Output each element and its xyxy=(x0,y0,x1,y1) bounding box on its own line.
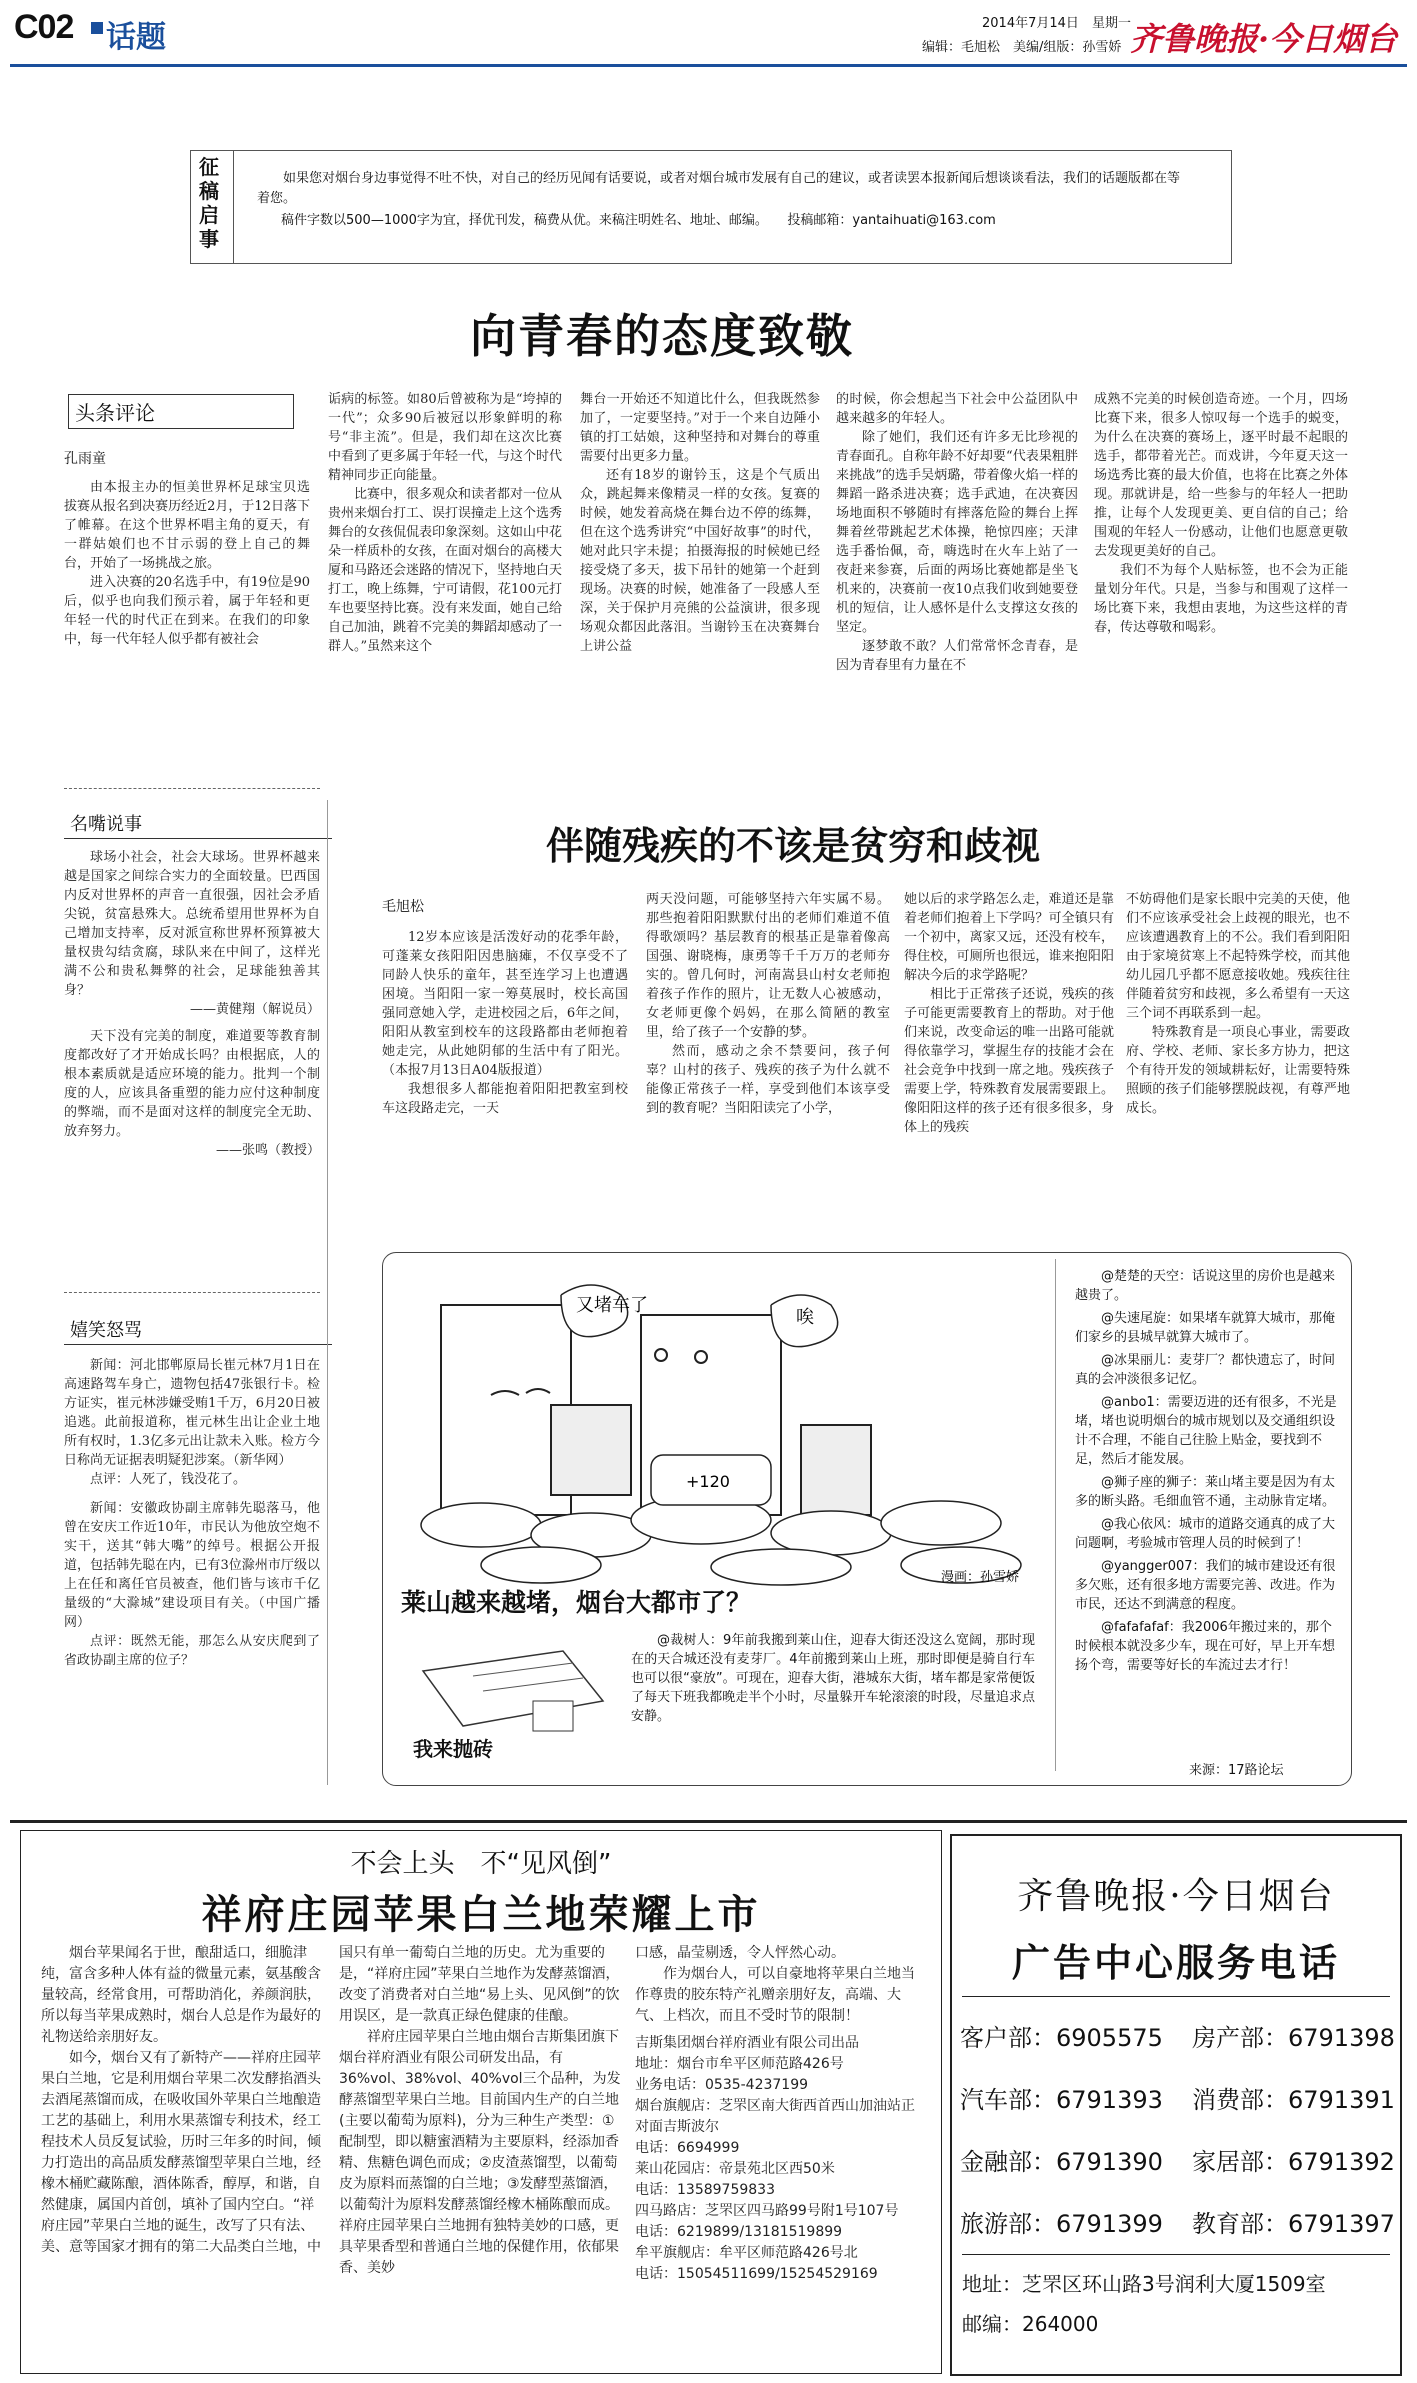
paragraph: 诟病的标签。如80后曾被称为是“垮掉的一代”；众多90后被冠以形象鲜明的称号“非主流”。但是，我们却在这次比赛中看到了更多属于年轻一代，与这个时代精神同步正向能量。 xyxy=(328,392,563,483)
forum-intro: @裁树人：9年前我搬到莱山住，迎春大街还没这么宽阔，那时现在的天合城还没有麦芽厂。4年前搬到莱山上班，那时即便是骑自行车也可以很“豪放”。可现在，迎春大街，港城东大街，堵车都是家常便饭了每天下班我都晚走半个小时，尽量躲开车轮滚滚的时段，尽量追求点安静。 xyxy=(631,1633,1035,1724)
forum-title: 莱山越来越堵，烟台大都市了？ xyxy=(401,1588,752,1617)
paragraph: 舞台一开始还不知道比什么，但我既然参加了，一定要坚持。”对于一个来自边陲小镇的打工姑娘，这种坚持和对舞台的尊重需要付出更多力量。 xyxy=(580,392,820,464)
contact-line: 烟台旗舰店：芝罘区南大街西首西山加油站正对面吉斯波尔 xyxy=(635,2098,915,2135)
paragraph: 还有18岁的谢钤玉，这是个气质出众，跳起舞来像精灵一样的女孩。复赛的时候，她发着高烧在舞台边不停的练舞，但在这个选秀讲究“中国好故事”的时代，她对此只字未提；拍摄海报的时候她已经接受烧了多天，拔下吊针的她第一个赶到现场。决赛的时候，她准备了一段感人至深，关于保护月亮熊的公益演讲，很多现场观众都因此落泪。当谢钤玉在决赛舞台上讲公益 xyxy=(580,468,820,654)
ad-service-postcode: 邮编：264000 xyxy=(962,2312,1099,2336)
ad-rule xyxy=(10,1820,1407,1823)
ad-service-address: 地址：芝罘区环山路3号润利大厦1509室 xyxy=(962,2272,1326,2296)
article1-col3 xyxy=(580,390,820,656)
sidebar-vertical-rule xyxy=(327,800,328,1785)
comment-item: @yangger007：我们的城市建设还有很多欠账，还有很多地方需要完善、改进。作为市民，还达不到满意的程度。 xyxy=(1075,1559,1336,1612)
article1-col2 xyxy=(328,390,562,656)
contact-line: 四马路店：芝罘区四马路99号附1号107号 xyxy=(635,2203,899,2219)
ad-service-box xyxy=(950,1834,1402,2376)
notice-box xyxy=(190,150,1232,264)
article2-col2 xyxy=(646,890,890,1118)
phone-right: 家居部：6791392 xyxy=(1192,2148,1395,2176)
phone-right: 消费部：6791391 xyxy=(1192,2086,1395,2114)
page-header xyxy=(0,0,1417,70)
header-editors: 编辑：毛旭松 美编/组版：孙雪娇 xyxy=(922,40,1122,55)
comment: 点评：人死了，钱没花了。 xyxy=(90,1472,247,1487)
cartoon-credit: 漫画：孙雪娇 xyxy=(941,1570,1020,1585)
paragraph: 球场小社会，社会大球场。世界杯越来越是国家之间综合实力的全面较量。巴西国内反对世界杯的声音一直很强，因社会矛盾尖锐，贫富悬殊大。总统希望用世界杯为自己增加支持率，反对派宣称世界杯预算被大量权贵勾结贪腐，球队来在中间了，这样光满不公和贵私舞弊的社会，足球能独善其身？ xyxy=(64,850,320,998)
ad-service-title: 齐鲁晚报·今日烟台 xyxy=(1017,1876,1335,1917)
paragraph: 相比于正常孩子还说，残疾的孩子可能更需要教育上的帮助。对于他们来说，改变命运的唯一出路可能就得依靠学习，掌握生存的技能才会在社会竞争中找到一席之地。残疾孩子需要上学，特殊教育发展需要跟上。像阳阳这样的孩子还有很多很多，身体上的残疾 xyxy=(904,987,1114,1135)
contact-line: 业务电话：0535-4237199 xyxy=(635,2077,809,2093)
comment-item: @狮子座的狮子：莱山堵主要是因为有太多的断头路。毛细血管不通，主动脉肯定堵。 xyxy=(1075,1475,1336,1509)
notice-label: 征稿启事 xyxy=(199,155,219,251)
paragraph: 进入决赛的20名选手中，有19位是90后，似乎也向我们预示着，属于年轻和更年轻一代的时代正在到来。在我们的印象中，每一代年轻人似乎都有被社会 xyxy=(64,575,310,647)
paragraph: 烟台苹果闻名于世，酿甜适口，细脆津纯，富含多种人体有益的微量元素，氨基酸含量较高，经常食用，可帮助消化，养颜润肤，所以每当苹果成熟时，烟台人总是作为最好的礼物送给亲朋好友。 xyxy=(41,1945,321,2045)
ad-headline: 祥府庄园苹果白兰地荣耀上市 xyxy=(201,1891,761,1938)
header-rule xyxy=(10,64,1407,67)
cartoon-divider xyxy=(1055,1259,1056,1771)
paragraph: 祥府庄园苹果白兰地由烟台吉斯集团旗下烟台祥府酒业有限公司研发出品，有36%vol、38%vol、40%vol三个品种，为发酵蒸馏型苹果白兰地。目前国内生产的白兰地(主要以葡萄为原料)，分为三种生产类型：①配制型，即以糖蜜酒精为主要原料，经添加香精、焦糖色调色而成；②皮渣蒸馏型，以葡萄皮为原料而蒸馏的白兰地；③发酵型蒸馏酒，以葡萄汁为原料发酵蒸馏经橡木桶陈酿而成。祥府庄园苹果白兰地拥有独特美妙的口感，更具苹果香型和普通白兰地的保健作用，依郁果香、美妙 xyxy=(339,2029,621,2276)
car xyxy=(421,1503,541,1547)
contact-line: 电话：6219899/13181519899 xyxy=(635,2224,843,2240)
car xyxy=(711,1549,851,1585)
phone-row xyxy=(960,2204,1400,2239)
car xyxy=(881,1501,1001,1545)
building-far xyxy=(801,1425,871,1515)
article2-col1 xyxy=(382,928,628,1118)
ad-service-subtitle: 广告中心服务电话 xyxy=(1011,1941,1340,1985)
signature: ——张鸣（教授） xyxy=(215,1143,320,1158)
signature: ——黄健翔（解说员） xyxy=(189,1002,320,1017)
phone-left: 旅游部：6791399 xyxy=(960,2210,1163,2238)
company-name: 吉斯集团烟台祥府酒业有限公司出品 xyxy=(635,2035,859,2051)
notice-text: 如果您对烟台身边事觉得不吐不快，对自己的经历见闻有话要说，或者对烟台城市发展有自己的建议，或者读罢本报新闻后想谈谈看法，我们的话题版都在等着您。 xyxy=(257,171,1181,206)
article1-author: 孔雨童 xyxy=(64,451,106,467)
comments-list xyxy=(1075,1267,1337,1679)
header-weekday: 星期一 xyxy=(1092,16,1132,31)
header-date: 2014年7月14日 xyxy=(982,16,1079,31)
comment-item: @fafafafaf：我2006年搬过来的，那个时候根本就没多少车，现在可好，早上开车想扬个弯，需要等好长的车流过去才行！ xyxy=(1075,1620,1336,1673)
article1-col5 xyxy=(1094,390,1348,637)
comment-item: @失速尾旋：如果堵车就算大城市，那俺们家乡的县城早就算大城市了。 xyxy=(1075,1311,1336,1345)
paragraph: 的时候，你会想起当下社会中公益团队中越来越多的年轻人。 xyxy=(836,392,1078,426)
comment-item: @冰果丽儿：麦芽厂？都快遗忘了，时间真的会冲淡很多记忆。 xyxy=(1075,1353,1336,1387)
ambulance-label: +120 xyxy=(686,1472,730,1491)
article2-author: 毛旭松 xyxy=(382,899,424,915)
sidebar-divider xyxy=(64,788,320,789)
phone-right: 教育部：6791397 xyxy=(1192,2210,1395,2238)
paragraph: 逐梦敢不敢？人们常常怀念青春，是因为青春里有力量在不 xyxy=(836,639,1078,673)
paragraph: 特殊教育是一项良心事业，需要政府、学校、老师、家长多方协力，把这个有待开发的领域耕耘好，让需要特殊照顾的孩子们能够摆脱歧视，有尊严地成长。 xyxy=(1126,1025,1350,1116)
ad-col1 xyxy=(41,1943,323,2258)
sidebar-divider xyxy=(64,1292,320,1293)
paragraph: 她以后的求学路怎么走，难道还是靠着老师们抱着上下学吗？可全镇只有一个初中，离家又远，还没有校车，得住校，可厕所也很远，谁来抱阳阳解决今后的求学路呢？ xyxy=(904,892,1114,983)
paragraph: 比赛中，很多观众和读者都对一位从贵州来烟台打工、误打误撞走上这个选秀舞台的女孩侃侃表印象深刻。这如山中花朵一样质朴的女孩，在面对烟台的高楼大厦和马路还会迷路的情况下，坚持地白天打工，晚上练舞，宁可请假，花100元打车也要坚持比赛。没有来发面，她自己给自己加油，跳着不完美的舞蹈却感动了一群人。”虽然来这个 xyxy=(328,487,563,654)
phone-row xyxy=(960,2018,1400,2053)
car xyxy=(481,1547,601,1583)
paragraph: 然而，感动之余不禁要问，孩子何辜？山村的孩子、残疾的孩子为什么就不能像正常孩子一样，享受到他们本该享受到的教育呢？当阳阳读完了小学， xyxy=(646,1044,890,1116)
paragraph: 作为烟台人，可以自豪地将苹果白兰地当作尊贵的胶东特产礼赠亲朋好友，高端、大气、上档次，而且不受时节的限制！ xyxy=(635,1966,915,2024)
paragraph: 两天没问题，可能够坚持六年实属不易。那些抱着阳阳默默付出的老师们难道不值得歌颂吗？基层教育的根基正是靠着像高国强、谢晓梅，康勇等千千万万的老师夯实的。曾几何时，河南嵩县山村女老师抱着孩子作作的照片，让无数人心被感动，女老师更像个妈妈，在那么简陋的教室里，给了孩子一个安静的梦。 xyxy=(646,892,890,1040)
paragraph: 新闻：河北邯郸原局长崔元林7月1日在高速路驾车身亡，遗物包括47张银行卡。检方证实，崔元林涉嫌受贿1千万，6月20日被追逃。此前报道称，崔元林生出让企业土地所有权时，1.3亿多元出让款未入账。检方今日称尚无证据表明疑犯涉案。（新华网） xyxy=(64,1358,320,1468)
paragraph: 不妨碍他们是家长眼中完美的天使，他们不应该承受社会上歧视的眼光，也不应该遭遇教育上的不公。我们看到阳阳由于家境贫寒上不起特殊学校，而其他幼儿园几乎都不愿意接收她。残疾往往伴随着贫穷和歧视，多么希望有一天这三个词不再联系到一起。 xyxy=(1126,892,1350,1021)
bubble-text-right: 唉 xyxy=(796,1307,814,1328)
page-number: C02 xyxy=(14,8,74,46)
phone-row xyxy=(960,2142,1400,2177)
paragraph: 新闻：安徽政协副主席韩先聪落马，他曾在安庆工作近10年，市民认为他放空炮不实干，送其“韩大嘴”的绰号。根据公开报道，包括韩先聪在内，已有3位滁州市厅级以上在任和离任官员被查，他们皆与该市千亿量级的“大滁城”建设项目有关。（中国广播网） xyxy=(64,1501,320,1630)
paragraph: 如今，烟台又有了新特产——祥府庄园苹果白兰地，它是利用烟台苹果二次发酵掐酒头去酒尾蒸馏而成，在吸收国外苹果白兰地酿造工艺的基础上，利用水果蒸馏专利技术，经工程技术人员反复试验，历时三年多的时间，倾力打造出的高品质发酵蒸馏型苹果白兰地，经橡木桶贮藏陈酿，酒体陈香，醇厚，和谐，自然健康，属国内首创，填补了国内空白。“祥府庄园”苹果白兰地的诞生，改写了只有法、美、意等国家才拥有的第二大品类白兰地，中 xyxy=(41,2050,321,2255)
xixiao-text xyxy=(64,1356,320,1670)
paragraph: 由本报主办的恒美世界杯足球宝贝选拔赛从报名到决赛历经近2月，于12日落下了帷幕。在这个世界杯唱主角的夏天，有一群姑娘们也不甘示弱的登上自己的舞台，开始了一场挑战之旅。 xyxy=(64,480,310,571)
traffic-cartoon xyxy=(401,1265,1037,1587)
ad-col2 xyxy=(339,1943,621,2279)
article2-col3 xyxy=(904,890,1114,1137)
notice-divider xyxy=(233,151,234,263)
contact-line: 地址：烟台市牟平区师范路426号 xyxy=(635,2056,844,2072)
paragraph: 我们不为每个人贴标签，也不会为正能量划分年代。只是，当参与和围观了这样一场比赛下来，我想由衷地，为这些这样的青春，传达尊敬和喝彩。 xyxy=(1094,563,1348,635)
xixiao-label: 嬉笑怒骂 xyxy=(64,1314,332,1345)
headline-comment-label: 头条评论 xyxy=(68,394,294,429)
bubble-text-left: 又堵车了 xyxy=(576,1295,648,1316)
phone-right: 房产部：6791398 xyxy=(1192,2024,1395,2052)
contact-line: 电话：15054511699/15254529169 xyxy=(635,2266,878,2282)
comment-item: @楚楚的天空：话说这里的房价也是越来越贵了。 xyxy=(1075,1269,1336,1303)
phone-row xyxy=(960,2080,1400,2115)
paragraph: 12岁本应该是活泼好动的花季年龄，可蓬莱女孩阳阳因患脑瘫，不仅享受不了同龄人快乐的童年，甚至连学习上也遭遇困境。当阳阳一家一筹莫展时，校长高国强同意她入学，走进校园之后，6年之间，阳阳从教室到校车的这段路都由老师抱着她走完，从此她阴郁的生活中有了阳光。（本报7月13日A04版报道） xyxy=(382,930,628,1078)
ad-service-rule xyxy=(962,1996,1390,1997)
contact-line: 电话：6694999 xyxy=(635,2140,740,2156)
paragraph: 国只有单一葡萄白兰地的历史。尤为重要的是，“祥府庄园”苹果白兰地作为发酵蒸馏酒，改变了消费者对白兰地“易上头、见风倒”的饮用误区，是一款真正绿色健康的佳酿。 xyxy=(339,1945,620,2024)
brandy-ad xyxy=(20,1830,942,2374)
contact-line: 电话：13589759833 xyxy=(635,2182,775,2198)
comment-item: @我心依风：城市的道路交通真的成了大问题啊，考验城市管理人员的时候到了！ xyxy=(1075,1517,1336,1551)
forum-box xyxy=(382,1252,1352,1786)
paragraph: 除了她们，我们还有许多无比珍视的青春面孔。自称年龄不好却要“代表果粗胖来挑战”的选手吴炳璐，带着像火焰一样的舞蹈一路杀进决赛；选手武迪，在决赛因场地面积不够随时有摔落危险的舞台上挥舞着丝带跳起艺术体操，艳惊四座；天津选手番怡佩，奇，嗨选时在火车上站了一夜赶来参赛，后面的两场比赛她都是坐飞机来的，决赛前一夜10点我们收到她要登机的短信，让人感怀是什么支撑这女孩的坚定。 xyxy=(836,430,1078,635)
paragraph: 我想很多人都能抱着阳阳把教室到校车这段路走完，一天 xyxy=(382,1082,628,1116)
section-title: 话题 xyxy=(106,20,166,55)
paragraph: 口感，晶莹剔透，令人怦然心动。 xyxy=(635,1945,845,1961)
brick-label: 我来抛砖 xyxy=(413,1737,493,1761)
ad-service-rule xyxy=(962,2254,1390,2255)
article1-title: 向青春的态度致敬 xyxy=(470,309,854,363)
comment: 点评：既然无能，那怎么从安庆爬到了省政协副主席的位子？ xyxy=(64,1634,320,1668)
mingzui-label: 名嘴说事 xyxy=(64,808,332,839)
notice-submission: 稿件字数以500—1000字为宜，择优刊发，稿费从优。来稿注明姓名、地址、邮编。 投稿邮箱：yantaihuati@163.com xyxy=(281,213,996,228)
contact-line: 莱山花园店：帝景苑北区西50米 xyxy=(635,2161,835,2177)
paragraph: 天下没有完美的制度，难道要等教育制度都改好了才开始成长吗？由根据底，人的根本素质就是适应环境的能力。批判一个制度的人，应该具备重塑的能力应付这种制度的弊端，而不是面对这样的制度完全无助、放弃努力。 xyxy=(64,1029,320,1139)
article2-title: 伴随残疾的不该是贫穷和歧视 xyxy=(546,823,1041,868)
phone-left: 客户部：6905575 xyxy=(960,2024,1163,2052)
forum-source: 来源：17路论坛 xyxy=(1189,1763,1284,1778)
article1-col1 xyxy=(64,478,310,649)
section-icon xyxy=(91,22,103,34)
article1-col4 xyxy=(836,390,1078,675)
contact-line: 牟平旗舰店：牟平区师范路426号北 xyxy=(635,2245,858,2261)
article2-col4 xyxy=(1126,890,1350,1118)
brand-logo: 齐鲁晚报·今日烟台 xyxy=(1130,20,1398,58)
ad-col3 xyxy=(635,1943,925,2285)
paragraph: 成熟不完美的时候创造奇迹。一个月，四场比赛下来，很多人惊叹每一个选手的蜕变，为什么在决赛的赛场上，逐平时最不起眼的选手，都带着光芒。而戏讲，今年夏天这一场选秀比赛的最大价值，也将在比赛之外体现。那就讲是，给一些参与的年轻人一把助推，让每个人发现更美、更自信的自己；给围观的年轻人一份感动，让他们也愿意更敬去发现更美好的自己。 xyxy=(1094,392,1348,559)
ad-kicker: 不会上头 不“见风倒” xyxy=(350,1849,612,1879)
phone-left: 汽车部：6791393 xyxy=(960,2086,1163,2114)
phone-left: 金融部：6791390 xyxy=(960,2148,1163,2176)
building-back xyxy=(551,1405,631,1495)
mingzui-text xyxy=(64,848,320,1160)
comment-item: @anbo1：需要迈进的还有很多，不光是堵，堵也说明烟台的城市规划以及交通组织设计不合理，不能自己往脸上贴金，要找到不足，然后才能发展。 xyxy=(1075,1395,1337,1467)
